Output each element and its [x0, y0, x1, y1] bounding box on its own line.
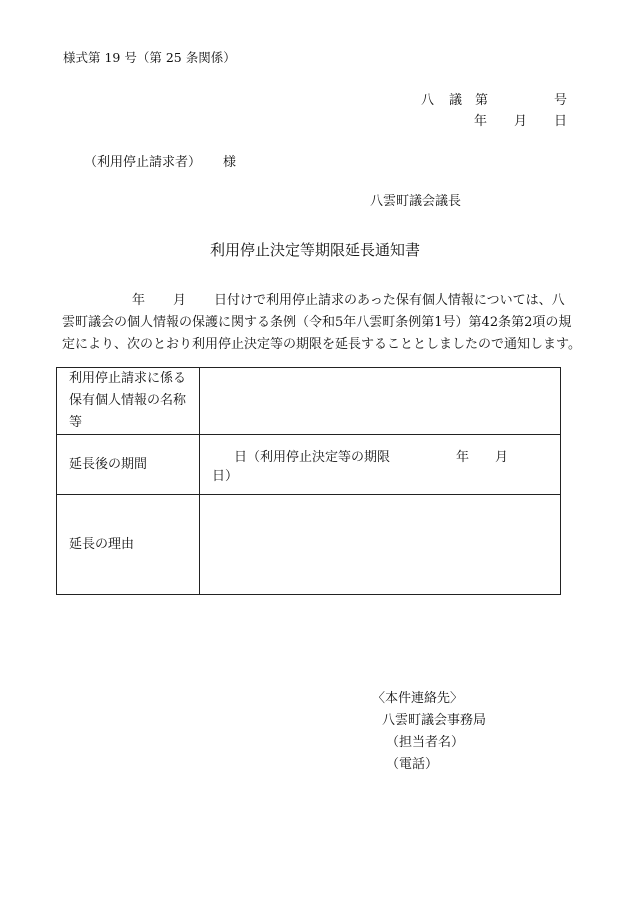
form-number: 様式第 19 号（第 25 条関係）	[63, 50, 236, 65]
table-value-cell	[200, 368, 561, 435]
contact-block	[372, 688, 486, 776]
contact-person: （担当者名）	[386, 735, 465, 750]
document-title: 利用停止決定等期限延長通知書	[209, 241, 420, 259]
table-label-line: 利用停止請求に係る	[69, 371, 187, 386]
table-label-line: 等	[69, 415, 83, 430]
body-line-2: 雲町議会の個人情報の保護に関する条例（令和5年八雲町条例第1号）第42条第2項の規	[62, 315, 572, 330]
table-row	[57, 368, 561, 435]
recipient-honorific: 様	[223, 155, 237, 170]
period-year: 年	[456, 449, 470, 465]
sender: 八雲町議会議長	[370, 194, 462, 209]
table-label-cell	[57, 368, 200, 435]
body-line-3: 定により、次のとおり利用停止決定等の期限を延長することとしましたので通知します。	[62, 337, 581, 352]
doc-number-suffix: 号	[554, 93, 568, 108]
table-label-cell: 延長後の期間	[57, 435, 200, 495]
period-month: 月	[495, 449, 509, 465]
doc-number-char-2: 議	[449, 93, 463, 108]
body-year: 年	[132, 293, 146, 308]
table-row	[57, 495, 561, 595]
table-row	[57, 435, 561, 495]
table-value-cell	[200, 495, 561, 595]
period-day-end: 日）	[212, 468, 239, 484]
doc-number-char-3: 第	[475, 93, 489, 108]
info-table	[56, 367, 561, 595]
extended-period-cell	[200, 435, 561, 495]
contact-heading: 〈本件連絡先〉	[372, 691, 464, 706]
recipient-label: （利用停止請求者）	[84, 155, 202, 170]
body-month: 月	[173, 293, 187, 308]
date-day: 日	[554, 114, 568, 129]
period-day-text: 日（利用停止決定等の期限	[234, 449, 391, 465]
table-label-cell: 延長の理由	[57, 495, 200, 595]
table-label-line: 保有個人情報の名称	[69, 393, 187, 408]
contact-phone: （電話）	[386, 757, 439, 772]
body-line-1	[62, 290, 572, 312]
recipient-line	[84, 151, 236, 170]
date-month: 月	[514, 114, 528, 129]
doc-number-char-1: 八	[421, 93, 435, 108]
body-line-1-text: 日付けで利用停止請求のあった保有個人情報については、八	[214, 293, 565, 308]
body-paragraph	[62, 290, 581, 356]
contact-office: 八雲町議会事務局	[382, 713, 487, 728]
date-year: 年	[474, 114, 488, 129]
